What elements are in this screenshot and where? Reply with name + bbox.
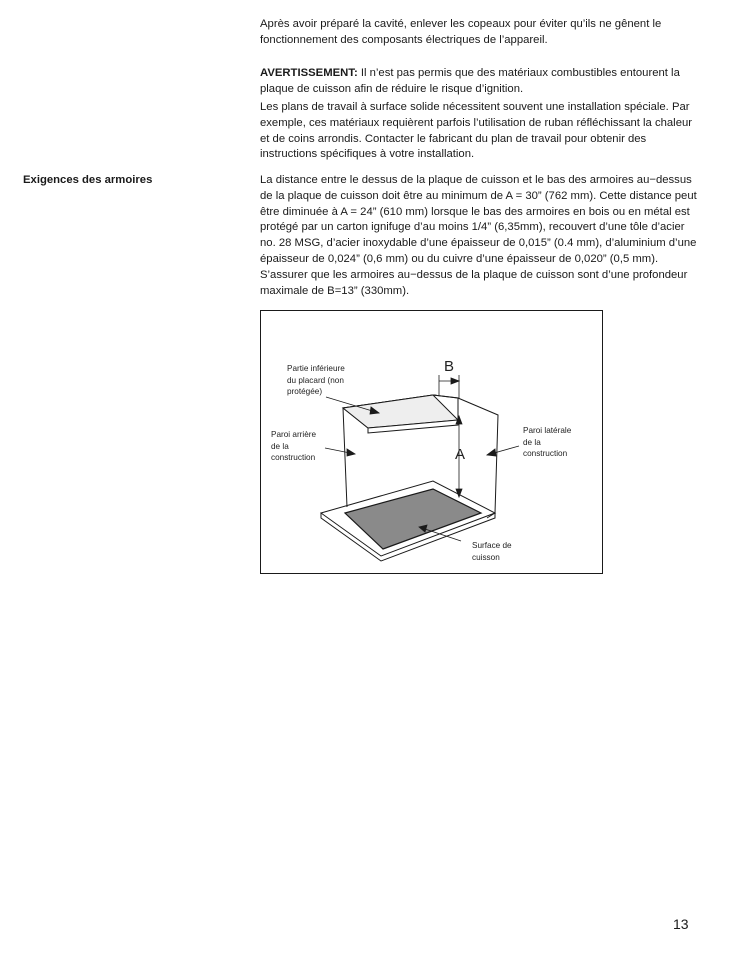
warning-paragraph bbox=[260, 66, 700, 98]
dimension-a-label: A bbox=[455, 446, 466, 463]
dimension-b-arrow-right bbox=[451, 378, 459, 384]
leader-rear-arrow bbox=[347, 449, 355, 456]
cooking-surface bbox=[345, 489, 481, 549]
intro-paragraph: Après avoir préparé la cavité, enlever les copeaux pour éviter qu’ils ne gênent le fonctionnement des composants électriques de l’appareil. bbox=[260, 18, 662, 46]
countertop-paragraph: Les plans de travail à surface solide nécessitent souvent une installation spéciale. Par exemple, ces matériaux requièrent parfois l’utilisation de ruban réfléchissant la chaleur et de coins arrondis. Contacter le fabricant du plan de travail pour obtenir des instructions spécifiques à votre installation. bbox=[260, 101, 693, 161]
warning-text: Il n’est pas permis que des matériaux combustibles entourent la plaque de cuisson afin de réduire le risque d’ignition. bbox=[260, 67, 680, 95]
warning-label: AVERTISSEMENT: bbox=[260, 67, 358, 79]
section-heading: Exigences des armoires bbox=[23, 174, 153, 186]
leader-side-arrow bbox=[487, 449, 496, 456]
installation-diagram bbox=[260, 310, 603, 574]
label-cooking-surface: Surface de cuisson bbox=[472, 541, 512, 562]
rear-wall-left-edge bbox=[343, 408, 347, 507]
page-number: 13 bbox=[673, 916, 689, 932]
label-side-wall: Paroi latérale de la construction bbox=[523, 426, 572, 458]
label-rear-wall: Paroi arrière de la construction bbox=[271, 430, 317, 462]
dimension-b-label: B bbox=[444, 358, 455, 375]
label-cabinet-bottom: Partie inférieure du placard (non protégée) bbox=[287, 364, 345, 396]
cabinet-requirements-paragraph: La distance entre le dessus de la plaque de cuisson et le bas des armoires au−dessus de la plaque de cuisson doit être au minimum de A = 30” (762 mm). Cette distance peut être diminuée à A = 24” (610 mm) lorsque le bas des armoires en bois ou en métal est protégé par un carton ignifuge d’au moins 1/4” (6,35mm), recouvert d’une tôle d’acier no. 28 MSG, d’acier inoxydable d’une épaisseur de 0,015” (0.4 mm), d’aluminium d’une épaisseur de 0,024” (0,6 mm) ou du cuivre d’une épaisseur de 0,020” (0,5 mm). S’assurer que les armoires au−dessus de la plaque de cuisson sont d’une profondeur maximale de B=13” (330mm). bbox=[260, 174, 697, 297]
